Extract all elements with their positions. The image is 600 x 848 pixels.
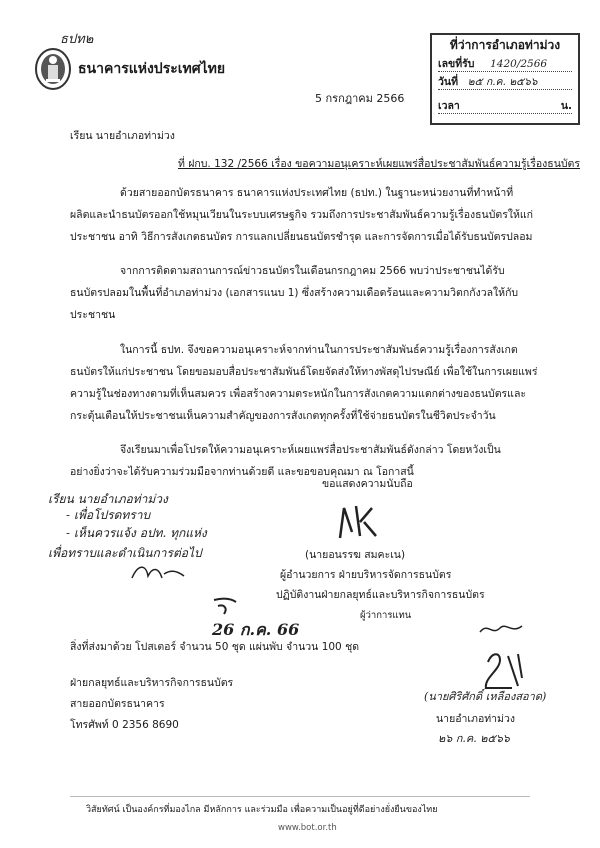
handwritten-date-note: 26 ก.ค. 66 (212, 620, 300, 639)
enclosure-line: สิ่งที่ส่งมาด้วย โปสเตอร์ จำนวน 50 ชุด แผ่นพับ จำนวน 100 ชุด (70, 641, 360, 653)
stamp-office: ที่ว่าการอำเภอท่าม่วง (449, 38, 561, 52)
handwritten-note-line-1: เรียน นายอำเภอท่าม่วง (48, 492, 168, 506)
salutation: เรียน นายอำเภอท่าม่วง (70, 130, 175, 142)
stamp-time-row (438, 100, 572, 114)
handwritten-note-line-3: - เห็นควรแจ้ง อปท. ทุกแห่ง (66, 526, 207, 540)
closing: ขอแสดงความนับถือ (322, 478, 413, 490)
district-signer-title: นายอำเภอท่าม่วง (436, 713, 516, 725)
stamp-date-row (438, 76, 572, 90)
handwritten-initial-mark (210, 596, 240, 618)
receiver-initial (478, 620, 524, 638)
letter-date: 5 กรกฎาคม 2566 (315, 92, 405, 105)
initial-scribble (128, 560, 188, 584)
para-3-line-2: ธนบัตรให้แก่ประชาชน โดยขอมอบสื่อประชาสัมพันธ์โดยจัดส่งให้ทางพัสดุไปรษณีย์ เพื่อใช้ในการเผยแพร่ (70, 366, 538, 378)
subject-line: ที่ ฝกบ. 132 /2566 เรื่อง ขอความอนุเคราะห์เผยแพร่สื่อประชาสัมพันธ์ความรู้เรื่องธนบัตร (178, 158, 580, 170)
para-2-line-3: ประชาชน (70, 309, 116, 321)
para-2-line-1: จากการติดตามสถานการณ์ข่าวธนบัตรในเดือนกรกฎาคม 2566 พบว่าประชาชนได้รับ (120, 265, 505, 277)
para-1-line-1: ด้วยสายออกบัตรธนาคาร ธนาคารแห่งประเทศไทย (ธปท.) ในฐานะหน่วยงานที่ทำหน้าที่ (120, 187, 514, 199)
website: www.bot.or.th (278, 823, 337, 833)
para-2-line-2: ธนบัตรปลอมในพื้นที่อำเภอท่าม่วง (เอกสารแนบ 1) ซึ่งสร้างความเดือดร้อนและความวิตกกังวลให้กับ (70, 287, 519, 299)
para-1-line-2: ผลิตและนำธนบัตรออกใช้หมุนเวียนในระบบเศรษฐกิจ รวมถึงการประชาสัมพันธ์ความรู้เรื่องธนบัตรให้แก่ (70, 209, 534, 221)
handwritten-note-line-2: - เพื่อโปรดทราบ (66, 508, 151, 522)
division: สายออกบัตรธนาคาร (70, 698, 165, 710)
stamp-date-value: ๒๕ ก.ค. ๒๕๖๖ (467, 76, 538, 88)
stamp-number-row (438, 58, 572, 72)
department: ฝ่ายกลยุทธ์และบริหารกิจการธนบัตร (70, 677, 234, 689)
signer-title-1: ผู้อำนวยการ ฝ่ายบริหารจัดการธนบัตร (280, 569, 452, 581)
stamp-time-suffix: น. (560, 100, 572, 112)
para-3-line-1: ในการนี้ ธปท. จึงขอความอนุเคราะห์จากท่านในการประชาสัมพันธ์ความรู้เรื่องการสังเกต (120, 344, 518, 356)
district-chief-signature (478, 648, 538, 694)
signer-signature (334, 502, 382, 542)
para-4-line-1: จึงเรียนมาเพื่อโปรดให้ความอนุเคราะห์เผยแพร่สื่อประชาสัมพันธ์ดังกล่าว โดยหวังเป็น (120, 444, 501, 456)
stamp-time-label: เวลา (438, 100, 460, 112)
vision-statement: วิสัยทัศน์ เป็นองค์กรที่มองไกล มีหลักการ และร่วมมือ เพื่อความเป็นอยู่ที่ดีอย่างยั่งยืนของไทย (86, 805, 438, 815)
footer-divider (70, 796, 530, 797)
para-1-line-3: ประชาชน อาทิ วิธีการสังเกตธนบัตร การแลกเปลี่ยนธนบัตรชำรุด และการจัดการเมื่อได้รับธนบัตรปลอม (70, 231, 533, 243)
stamp-date-label: วันที่ (438, 76, 458, 88)
stamp-number-label: เลขที่รับ (438, 58, 475, 70)
district-signer-date: ๒๖ ก.ค. ๒๕๖๖ (438, 732, 510, 745)
org-name: ธนาคารแห่งประเทศไทย (78, 61, 226, 77)
signer-name: (นายอนรรฆ สมคะเน) (305, 549, 406, 561)
stamp-number-value: 1420/2566 (490, 58, 548, 70)
district-signer-name: (นายศิริศักดิ์ เหลืองสอาด) (424, 690, 547, 703)
signer-title-2: ปฏิบัติงานฝ่ายกลยุทธ์และบริหารกิจการธนบัตร (276, 589, 485, 601)
bank-emblem-logo (34, 46, 72, 90)
receipt-stamp (430, 33, 580, 125)
corner-note: ธปท๒ (60, 32, 94, 47)
para-4-line-2: อย่างยิ่งว่าจะได้รับความร่วมมือจากท่านด้วยดี และขอขอบคุณมา ณ โอกาสนี้ (70, 466, 414, 478)
para-3-line-4: กระตุ้นเตือนให้ประชาชนเห็นความสำคัญของการสังเกตทุกครั้งที่ใช้จ่ายธนบัตรในชีวิตประจำวัน (70, 410, 496, 422)
phone: โทรศัพท์ 0 2356 8690 (70, 719, 179, 731)
signer-title-3: ผู้ว่าการแทน (360, 610, 412, 621)
handwritten-note-line-4: เพื่อทราบและดำเนินการต่อไป (48, 546, 202, 560)
para-3-line-3: ความรู้ในช่องทางตามที่เห็นสมควร เพื่อสร้างความตระหนักในการสังเกตความแตกต่างของธนบัตรและ (70, 388, 527, 400)
